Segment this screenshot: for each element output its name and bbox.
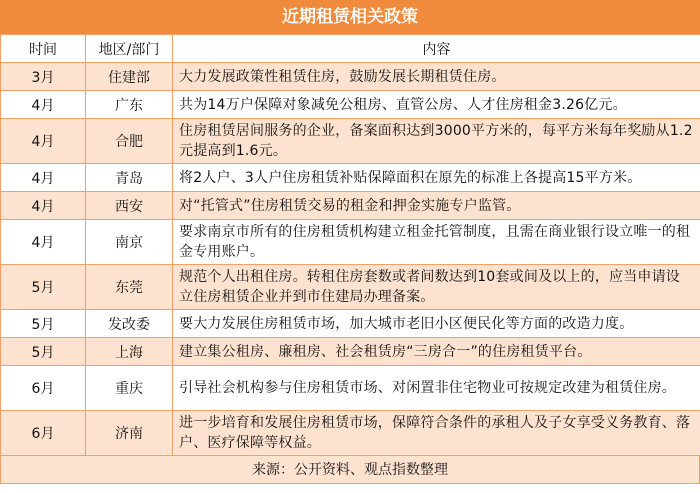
cell-region: 重庆 [86, 366, 173, 411]
table-row [1, 91, 700, 119]
table-row [1, 411, 700, 456]
cell-region: 合肥 [86, 119, 173, 164]
cell-region: 上海 [86, 338, 173, 366]
cell-region: 西安 [86, 192, 173, 220]
cell-content: 规范个人出租住房。转租住房套数或者间数达到10套或间及以上的，应当申请设立住房租赁企业并到市住建局办理备案。 [173, 265, 700, 310]
table-row [1, 164, 700, 192]
source-footer: 来源：公开资料、观点指数整理 [0, 456, 700, 484]
header-content: 内容 [173, 35, 700, 63]
cell-content: 共为14万户保障对象减免公租房、直管公房、人才住房租金3.26亿元。 [173, 91, 700, 119]
policy-table [0, 34, 700, 456]
table-title: 近期租赁相关政策 [0, 0, 700, 34]
table-row [1, 119, 700, 164]
cell-content: 要大力发展住房租赁市场，加大城市老旧小区便民化等方面的改造力度。 [173, 310, 700, 338]
cell-time: 5月 [1, 338, 86, 366]
cell-content: 住房租赁居间服务的企业，备案面积达到3000平方米的，每平方米每年奖励从1.2元提高到1.6元。 [173, 119, 700, 164]
table-row [1, 310, 700, 338]
cell-content: 对“托管式”住房租赁交易的租金和押金实施专户监管。 [173, 192, 700, 220]
cell-content: 大力发展政策性租赁住房，鼓励发展长期租赁住房。 [173, 63, 700, 91]
cell-content: 要求南京市所有的住房租赁机构建立租金托管制度，且需在商业银行设立唯一的租金专用账户。 [173, 220, 700, 265]
cell-time: 6月 [1, 366, 86, 411]
cell-time: 6月 [1, 411, 86, 456]
table-row [1, 220, 700, 265]
cell-region: 东莞 [86, 265, 173, 310]
cell-region: 南京 [86, 220, 173, 265]
cell-region: 发改委 [86, 310, 173, 338]
cell-region: 广东 [86, 91, 173, 119]
cell-region: 济南 [86, 411, 173, 456]
table-row [1, 63, 700, 91]
cell-time: 4月 [1, 192, 86, 220]
header-row [1, 35, 700, 63]
table-row [1, 265, 700, 310]
table-row [1, 192, 700, 220]
cell-time: 4月 [1, 164, 86, 192]
cell-content: 进一步培育和发展住房租赁市场，保障符合条件的承租人及子女享受义务教育、落户、医疗保障等权益。 [173, 411, 700, 456]
cell-time: 4月 [1, 119, 86, 164]
cell-time: 5月 [1, 310, 86, 338]
cell-time: 4月 [1, 220, 86, 265]
header-region: 地区/部门 [86, 35, 173, 63]
header-time: 时间 [1, 35, 86, 63]
cell-time: 5月 [1, 265, 86, 310]
cell-content: 引导社会机构参与住房租赁市场、对闲置非住宅物业可按规定改建为租赁住房。 [173, 366, 700, 411]
table-row [1, 338, 700, 366]
cell-content: 将2人户、3人户住房租赁补贴保障面积在原先的标准上各提高15平方米。 [173, 164, 700, 192]
cell-content: 建立集公租房、廉租房、社会租赁房“三房合一”的住房租赁平台。 [173, 338, 700, 366]
cell-region: 住建部 [86, 63, 173, 91]
table-row [1, 366, 700, 411]
cell-time: 4月 [1, 91, 86, 119]
cell-region: 青岛 [86, 164, 173, 192]
cell-time: 3月 [1, 63, 86, 91]
